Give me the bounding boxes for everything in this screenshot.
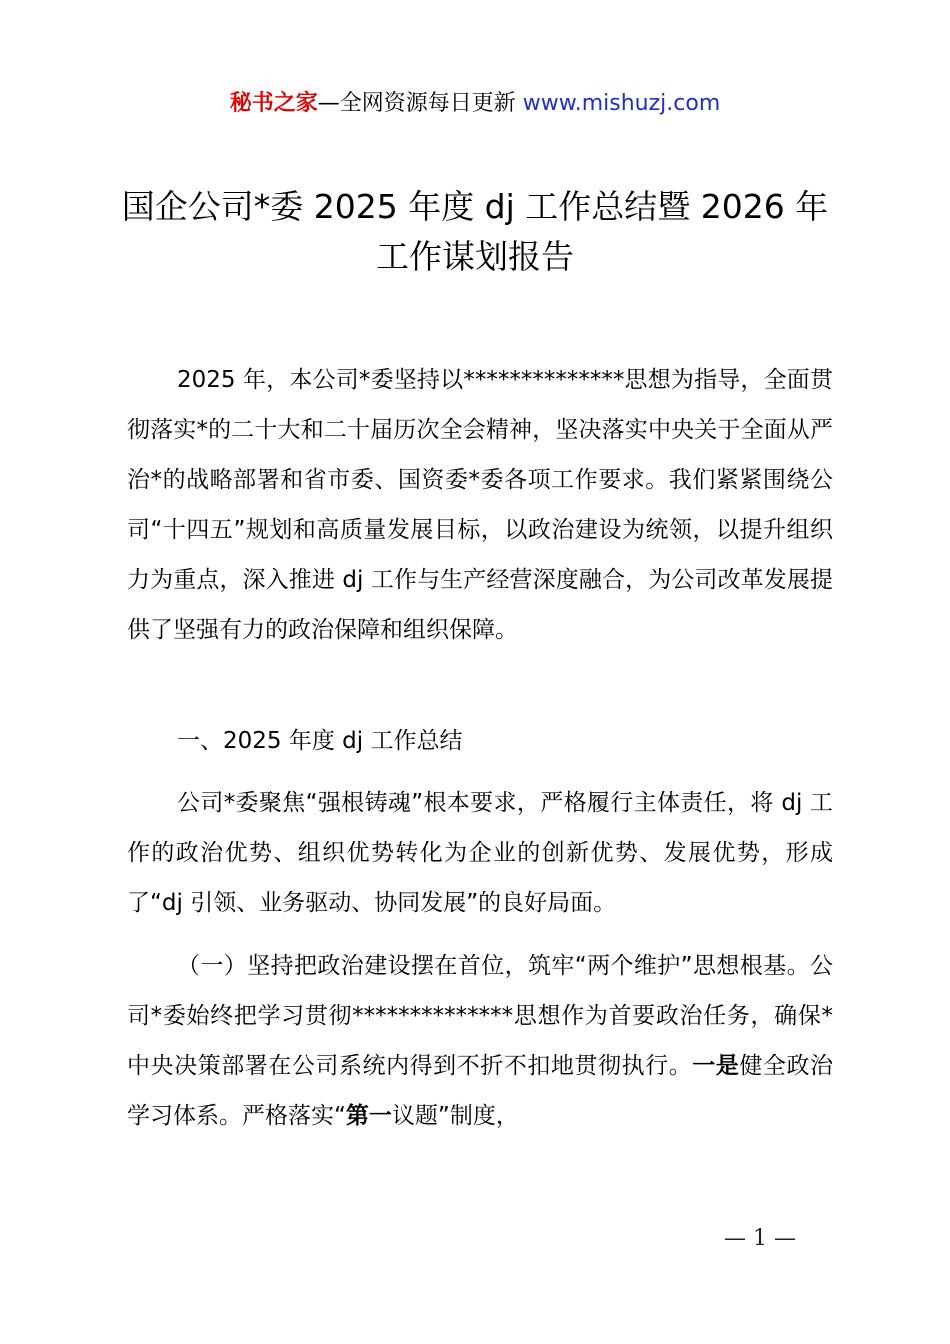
site-url-link[interactable]: www.mishuzj.com: [522, 91, 721, 116]
page-number: — 1 —: [724, 1226, 796, 1251]
section-1-paragraph: [127, 941, 833, 1141]
summary-paragraph: 公司*委聚焦“强根铸魂”根本要求，严格履行主体责任，将 dj 工作的政治优势、组织优势转化为企业的创新优势、发展优势，形成了“dj 引领、业务驱动、协同发展”的良好局面。: [127, 790, 833, 916]
site-slogan: —全网资源每日更新: [317, 91, 523, 116]
site-header: [0, 88, 950, 120]
intro-paragraph: 2025 年，本公司*委坚持以**************思想为指导，全面贯彻落实*的二十大和二十届历次全会精神，坚决落实中央关于全面从严治*的战略部署和省市委、国资委*委各项工作要求。我们紧紧围绕公司“十四五”规划和高质量发展目标，以政治建设为统领，以提升组织力为重点，深入推进 dj 工作与生产经营深度融合，为公司改革发展提供了坚强有力的政治保障和组织保障。: [127, 367, 833, 643]
site-brand: 秘书之家: [229, 91, 318, 116]
section-1-text-a: （一）坚持把政治建设摆在首位，筑牢“两个维护”思想根基。公司*委始终把学习贯彻**************思想作为首要政治任务，确保*中央决策部署在公司系统内得到不折不扣地贯彻执行。: [127, 953, 833, 1079]
section-heading-1: 一、2025 年度 dj 工作总结: [177, 728, 463, 754]
emphasis-diyi: 第一: [345, 1103, 392, 1129]
section-1-text-d: 议题”制度，: [391, 1103, 519, 1129]
title-line-2: 工作谋划报告: [376, 237, 574, 276]
section-1-text-c: 健全政治学习体系。严格落实“: [127, 1053, 834, 1129]
document-title: [100, 182, 850, 282]
emphasis-yishi: 一是: [692, 1053, 740, 1079]
title-line-1: 国企公司*委 2025 年度 dj 工作总结暨 2026 年: [121, 187, 829, 226]
